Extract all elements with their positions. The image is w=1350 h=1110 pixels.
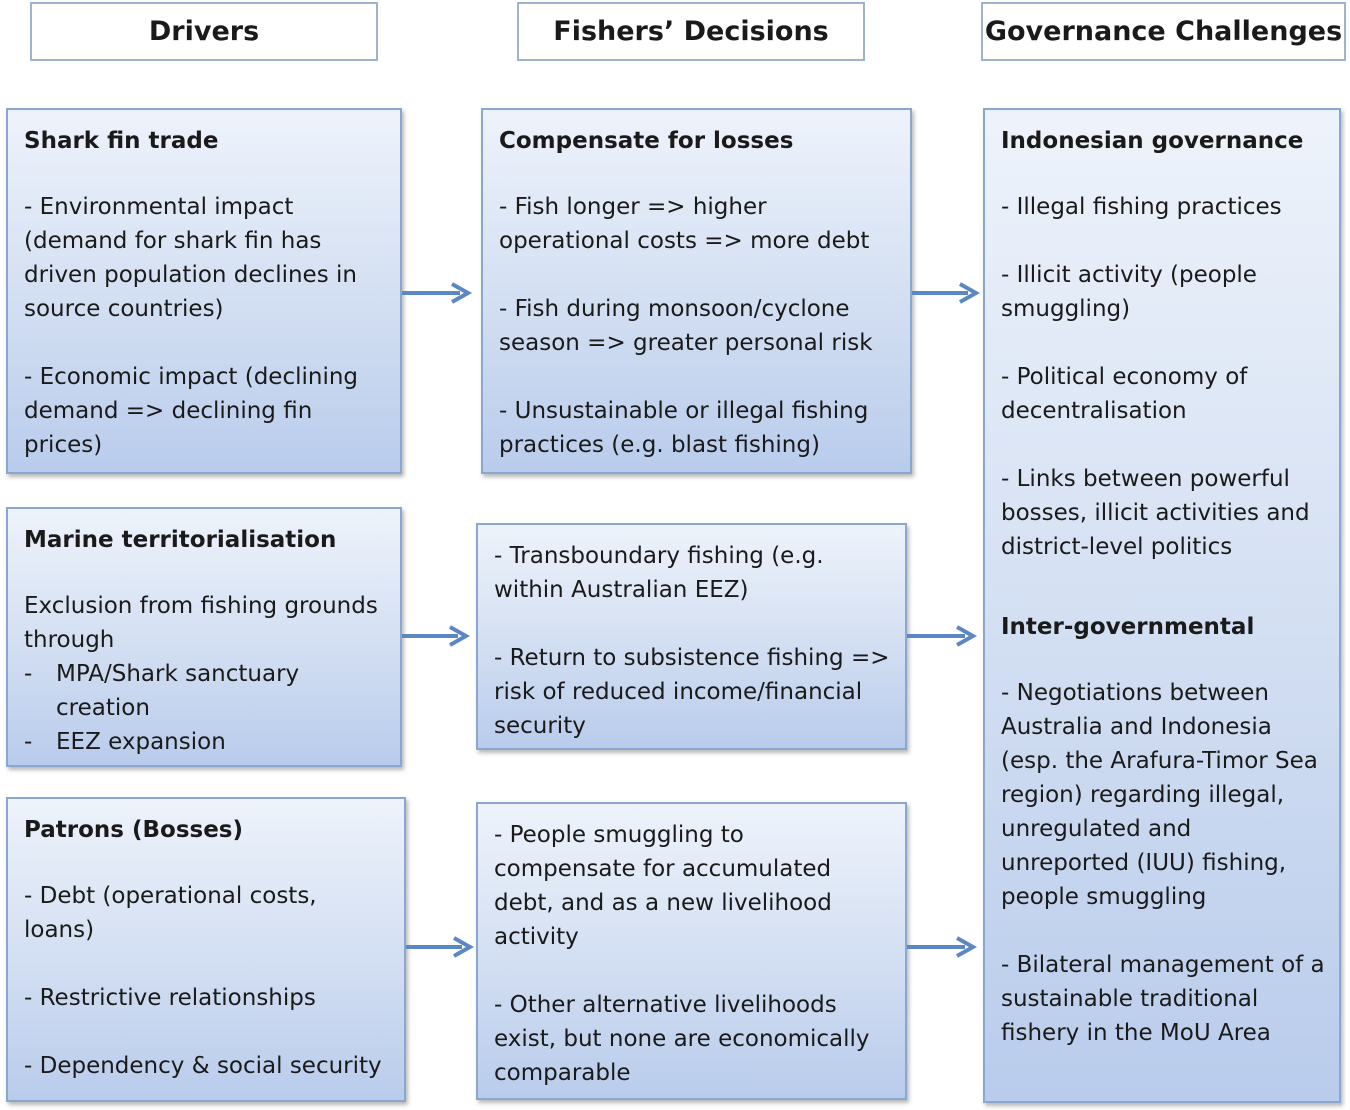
arrow-compensate-to-governance [912,280,980,306]
governance-intergov-item: - Bilateral management of a sustainable traditional fishery in the MoU Area [1001,952,1325,1046]
driver-marine-bullets [24,657,386,759]
driver-marine-bullet: - MPA/Shark sanctuary creation [24,657,386,725]
driver-marine-territorialisation-box [6,507,402,767]
arrow-shark-to-compensate [402,280,474,306]
decision-compensate-item: - Unsustainable or illegal fishing practices (e.g. blast fishing) [499,398,869,458]
driver-patrons-item: - Debt (operational costs, loans) [24,883,317,943]
decision-transboundary-box [476,523,907,750]
header-decisions-label: Fishers’ Decisions [553,16,829,47]
decision-compensate-title: Compensate for losses [499,128,794,154]
governance-indonesian-title: Indonesian governance [1001,128,1304,154]
governance-indonesian-item: - Links between powerful bosses, illicit activities and district-level politics [1001,466,1310,560]
decision-smuggling-item: - People smuggling to compensate for accumulated debt, and as a new livelihood activity [494,822,832,950]
decision-transboundary-item: - Transboundary fishing (e.g. within Australian EEZ) [494,543,824,603]
driver-patrons-item: - Dependency & social security [24,1053,382,1079]
governance-indonesian-item: - Political economy of decentralisation [1001,364,1248,424]
arrow-smuggling-to-governance [907,934,977,960]
driver-shark-item: - Environmental impact (demand for shark fin has driven population declines in source countries) [24,194,357,322]
decision-smuggling-item: - Other alternative livelihoods exist, but none are economically comparable [494,992,870,1086]
header-drivers [30,2,378,61]
driver-marine-title: Marine territorialisation [24,527,337,553]
decision-compensate-item: - Fish longer => higher operational costs => more debt [499,194,870,254]
governance-intergov-item: - Negotiations between Australia and Indonesia (esp. the Arafura-Timor Sea region) regarding illegal, unregulated and unreported (IUU) fishing, people smuggling [1001,680,1318,910]
decision-smuggling-box [476,802,907,1100]
decision-compensate-box [481,108,912,474]
header-decisions [517,2,865,61]
driver-shark-item: - Economic impact (declining demand => declining fin prices) [24,364,359,458]
arrow-marine-to-transboundary [402,623,470,649]
header-governance [981,2,1346,61]
driver-marine-bullet: - EEZ expansion [24,725,386,759]
driver-patrons-item: - Restrictive relationships [24,985,316,1011]
governance-box [983,108,1341,1103]
header-drivers-label: Drivers [148,16,260,47]
governance-intergov-title: Inter-governmental [1001,614,1255,640]
arrow-patrons-to-smuggling [406,934,474,960]
governance-indonesian-item: - Illicit activity (people smuggling) [1001,262,1257,322]
decision-transboundary-item: - Return to subsistence fishing => risk of reduced income/financial security [494,645,890,739]
header-governance-label: Governance Challenges [984,16,1343,47]
decision-compensate-item: - Fish during monsoon/cyclone season => greater personal risk [499,296,873,356]
driver-marine-intro: Exclusion from fishing grounds through [24,593,378,653]
driver-shark-fin-trade-box [6,108,402,474]
driver-shark-fin-trade-title: Shark fin trade [24,128,219,154]
driver-patrons-title: Patrons (Bosses) [24,817,243,843]
arrow-transboundary-to-governance [907,623,977,649]
governance-indonesian-item: - Illegal fishing practices [1001,194,1282,220]
driver-patrons-box [6,797,406,1102]
